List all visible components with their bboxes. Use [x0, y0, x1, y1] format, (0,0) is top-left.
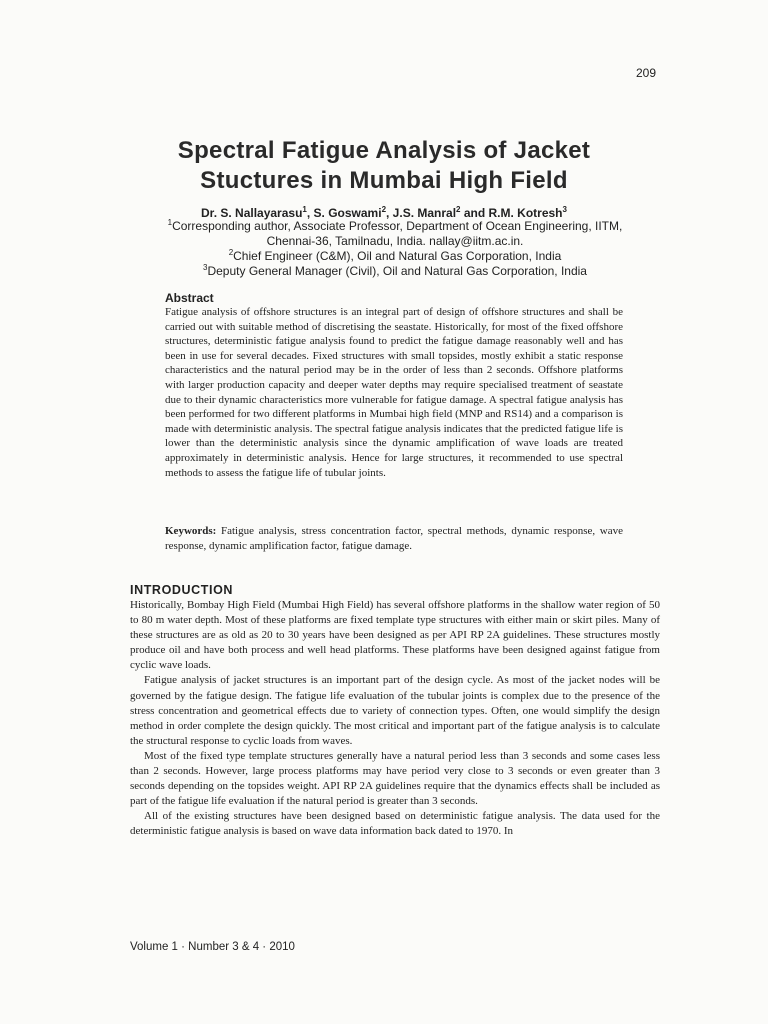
affiliation-1-line-1: Corresponding author, Associate Professor, Department of Ocean Engineering, IITM,: [172, 219, 623, 233]
affiliation-3: [130, 264, 660, 279]
author-2: , S. Goswami: [306, 206, 382, 220]
intro-paragraph-1: Historically, Bombay High Field (Mumbai High Field) has several offshore platforms in the shallow water region of 50 to 80 m water depth. Most of these platforms are fixed template type structures with either main or skirt piles. Many of these structures are as old as 20 to 30 years have been designed as per API RP 2A guidelines. These structures mostly produce oil and have both process and well head platforms. These platforms have been designed against fatigue from cyclic wave loads.: [130, 599, 660, 672]
affiliations: [130, 219, 660, 279]
abstract-heading: Abstract: [165, 291, 214, 305]
page-number: 209: [635, 66, 656, 80]
author-4-affil: 3: [562, 205, 567, 214]
author-1-affil: 1: [302, 205, 307, 214]
affiliation-2-marker: 2: [228, 248, 234, 257]
title-line-2: Stuctures in Mumbai High Field: [200, 167, 568, 194]
keywords-label: Keywords:: [165, 525, 217, 537]
author-list: [0, 206, 768, 220]
introduction-body: [130, 598, 660, 840]
affiliation-1: [130, 219, 660, 234]
affiliation-1-marker: 1: [167, 218, 173, 227]
author-3: , J.S. Manral: [386, 206, 457, 220]
affiliation-3-marker: 3: [203, 263, 208, 272]
affiliation-1-cont: [130, 234, 660, 249]
affiliation-3-text: Deputy General Manager (Civil), Oil and Natural Gas Corporation, India: [207, 264, 587, 278]
keywords-text: Fatigue analysis, stress concentration factor, spectral methods, dynamic response, wave response, dynamic amplification factor, fatigue damage.: [165, 525, 623, 553]
title-line-1: Spectral Fatigue Analysis of Jacket: [177, 137, 591, 164]
author-2-affil: 2: [381, 205, 387, 214]
intro-paragraph-3: Most of the fixed type template structures generally have a natural period less than 3 seconds and some cases less than 2 seconds. However, large process platforms may have period very close to 3 seconds or even greater than 3 seconds depending on the topsides weight. API RP 2A guidelines require that the dynamics effects shall be included as part of the fatigue life evaluation if the natural period is greater than 3 seconds.: [130, 749, 660, 808]
author-4: and R.M. Kotresh: [460, 206, 563, 220]
intro-paragraph-4: All of the existing structures have been designed based on deterministic fatigue analysis. The data used for the deterministic fatigue analysis is based on wave data information back dated to 1970. In: [130, 810, 660, 838]
intro-paragraph-2: Fatigue analysis of jacket structures is an important part of the design cycle. As most of the jacket nodes will be governed by the fatigue design. The fatigue life evaluation of the tubular joints is complex due to the presence of the stress concentration and geometrical effects due to variety of connection types. Often, one would simplify the design method in order complete the design quickly. The most critical and important part of the fatigue analysis is to calculate the structural response to cyclic loads from waves.: [130, 674, 660, 747]
introduction-heading: INTRODUCTION: [130, 583, 234, 597]
journal-footer: Volume 1 · Number 3 & 4 · 2010: [130, 941, 295, 953]
affiliation-2-text: Chief Engineer (C&M), Oil and Natural Gas Corporation, India: [233, 249, 562, 263]
affiliation-2: [130, 249, 660, 264]
paper-title: [0, 136, 768, 196]
author-1: Dr. S. Nallayarasu: [201, 206, 303, 220]
affiliation-1-line-2: Chennai-36, Tamilnadu, India. nallay@iitm.ac.in.: [266, 234, 524, 248]
author-3-affil: 2: [456, 205, 461, 214]
keywords: [165, 524, 623, 555]
abstract-body: Fatigue analysis of offshore structures is an integral part of design of offshore structures and shall be carried out with suitable method of discretising the seastate. Historically, for most of the fixed offshore structures, deterministic fatigue analysis found to predict the fatigue damage reasonably well and has been in use for several decades. Fixed structures with small topsides, mostly exhibit a static response characteristics and the natural period may be in the order of less than 2 seconds. Offshore platforms with larger production capacity and deeper water depths may require specialised treatment of seastate due to their dynamic characteristics more vulnerable for fatigue damage. A spectral fatigue analysis has been performed for two different platforms in Mumbai high field (MNP and RS14) and a comparison is made with deterministic analysis. The spectral fatigue analysis indicates that the predicted fatigue life is lower than the deterministic analysis since the dynamic amplification of wave loads are treated approximately in deterministic analysis. Hence for large structures, it recommended to use spectral methods to assess the fatigue life of tubular joints.: [165, 306, 623, 479]
